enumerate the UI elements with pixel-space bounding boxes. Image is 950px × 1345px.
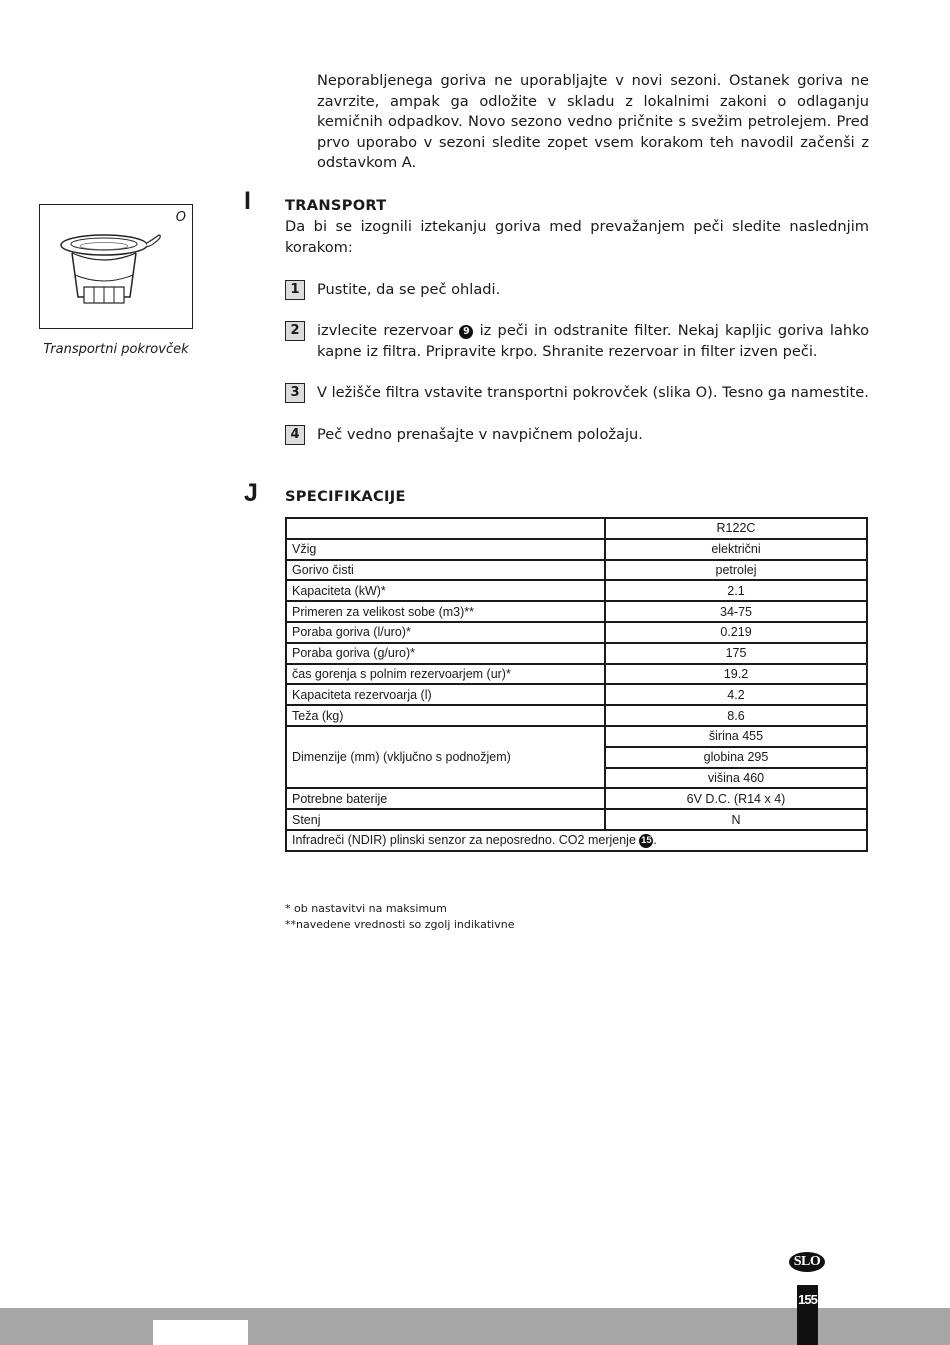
section-i-intro: Da bi se izognili iztekanju goriva med prevažanjem peči sledite naslednjim korakom: xyxy=(285,218,869,256)
table-row xyxy=(286,664,867,685)
table-row xyxy=(286,705,867,726)
section-i-title: TRANSPORT xyxy=(285,197,387,214)
table-row xyxy=(286,726,867,747)
step-3-number: 3 xyxy=(285,383,305,403)
reference-number-badge: 15 xyxy=(641,834,652,846)
spec-label: Poraba goriva (g/uro)* xyxy=(286,643,605,664)
table-row xyxy=(286,580,867,601)
reference-number-badge: 9 xyxy=(459,325,473,339)
table-cell-empty xyxy=(286,518,605,539)
page-number: 155 xyxy=(798,1292,817,1307)
step-1-number: 1 xyxy=(285,280,305,300)
footnotes xyxy=(285,901,514,933)
spec-label: Vžig xyxy=(286,539,605,560)
dimension-depth: globina 295 xyxy=(605,747,867,768)
step-2-number: 2 xyxy=(285,321,305,341)
spec-label: Gorivo čisti xyxy=(286,560,605,581)
figure-caption: Transportni pokrovček xyxy=(43,342,189,357)
step-2-text-before: izvlecite rezervoar xyxy=(317,322,454,339)
step-1-text: Pustite, da se peč ohladi. xyxy=(317,281,501,298)
step-2-text-after: iz peči in odstranite filter. Nekaj kapljic goriva lahko kapne iz filtra. Pripravite krpo. Shranite rezervoar in filter izven peči. xyxy=(317,322,869,360)
spec-value: petrolej xyxy=(605,560,867,581)
table-row xyxy=(286,643,867,664)
step-4-text: Peč vedno prenašajte v navpičnem položaju. xyxy=(317,426,643,443)
spec-value: 34-75 xyxy=(605,601,867,622)
dimension-height: višina 460 xyxy=(605,768,867,789)
sensor-cell xyxy=(286,830,867,851)
spec-label: Potrebne baterije xyxy=(286,788,605,809)
table-row xyxy=(286,684,867,705)
table-row xyxy=(286,830,867,851)
footnote: **navedene vrednosti so zgolj indikativne xyxy=(285,918,515,931)
spec-value: električni xyxy=(605,539,867,560)
table-row xyxy=(286,622,867,643)
spec-label: Kapaciteta (kW)* xyxy=(286,580,605,601)
spec-value: 19.2 xyxy=(605,664,867,685)
step-4-number: 4 xyxy=(285,425,305,445)
section-j-title: SPECIFIKACIJE xyxy=(285,488,406,505)
figure-letter: O xyxy=(175,210,186,225)
spec-value: 8.6 xyxy=(605,705,867,726)
sensor-text: Infradreči (NDIR) plinski senzor za neposredno. CO2 merjenje xyxy=(292,832,636,847)
step-3-text: V ležišče filtra vstavite transportni pokrovček (slika O). Tesno ga namestite. xyxy=(317,384,869,401)
transport-cap-icon xyxy=(58,225,183,315)
specifications-table xyxy=(285,517,868,852)
footnote: * ob nastavitvi na maksimum xyxy=(285,902,447,915)
spec-value: 175 xyxy=(605,643,867,664)
dimension-width: širina 455 xyxy=(605,726,867,747)
section-i-letter: I xyxy=(244,187,251,215)
spec-label: Poraba goriva (l/uro)* xyxy=(286,622,605,643)
table-row xyxy=(286,560,867,581)
table-header-row xyxy=(286,518,867,539)
spec-value: 4.2 xyxy=(605,684,867,705)
spec-value: 0.219 xyxy=(605,622,867,643)
spec-label: Kapaciteta rezervoarja (l) xyxy=(286,684,605,705)
intro-paragraph: Neporabljenega goriva ne uporabljajte v novi sezoni. Ostanek goriva ne zavrzite, ampak ga odložite v skladu z lokalnimi zakoni o odlaganju kemičnih odpadkov. Novo sezono vedno pričnite s svežim petrolejem. Pred prvo uporabo v sezoni sledite zopet vsem korakom teh navodil začenši z odstavkom A. xyxy=(317,72,869,172)
sensor-text-end: . xyxy=(653,832,657,847)
spec-label-dimensions: Dimenzije (mm) (vključno s podnožjem) xyxy=(286,726,605,788)
spec-value: 2.1 xyxy=(605,580,867,601)
spec-label: čas gorenja s polnim rezervoarjem (ur)* xyxy=(286,664,605,685)
table-row xyxy=(286,788,867,809)
step-2-text xyxy=(317,321,869,362)
table-row xyxy=(286,601,867,622)
footer-box xyxy=(153,1320,248,1345)
spec-label: Stenj xyxy=(286,809,605,830)
table-row xyxy=(286,539,867,560)
figure-transport-cap xyxy=(39,204,193,329)
table-row xyxy=(286,809,867,830)
spec-label: Teža (kg) xyxy=(286,705,605,726)
section-j-letter: J xyxy=(244,479,258,507)
spec-label: Primeren za velikost sobe (m3)** xyxy=(286,601,605,622)
model-name: R122C xyxy=(605,518,867,539)
spec-value: 6V D.C. (R14 x 4) xyxy=(605,788,867,809)
language-badge: SLO xyxy=(789,1252,825,1272)
spec-value: N xyxy=(605,809,867,830)
